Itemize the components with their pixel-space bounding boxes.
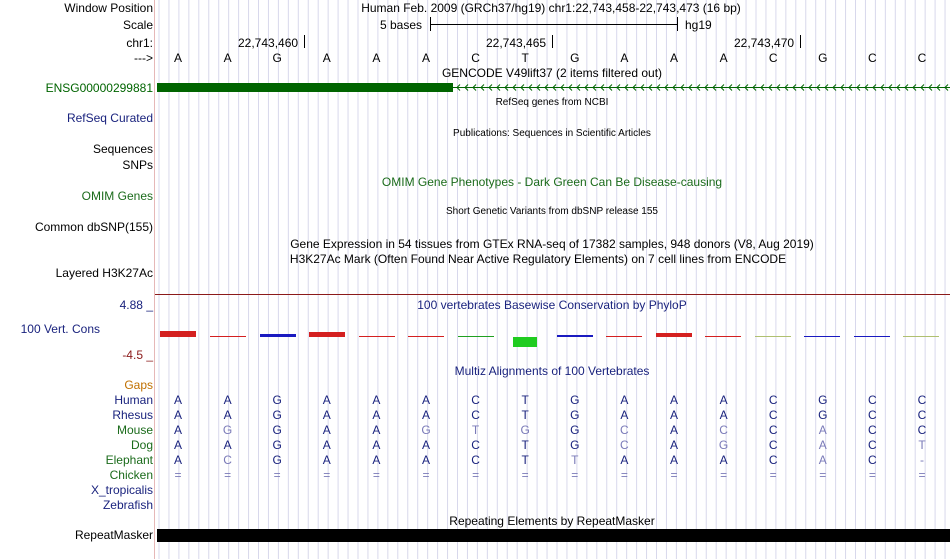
aligned-base: A — [173, 438, 183, 452]
phylop-min-label: -4.5 _ — [122, 348, 153, 362]
scale-text: 5 bases — [380, 18, 423, 32]
aligned-base: A — [372, 423, 381, 437]
aligned-base: = — [224, 468, 232, 482]
aligned-base: A — [669, 393, 679, 407]
aligned-base: A — [421, 453, 431, 467]
aligned-base: T — [918, 438, 926, 452]
aligned-base: - — [920, 453, 924, 467]
phylop-score-mark — [656, 333, 692, 337]
aligned-base: A — [223, 393, 232, 407]
aligned-base: C — [223, 453, 232, 467]
aligned-base: G — [520, 423, 530, 437]
aligned-base: = — [571, 468, 579, 482]
phylop-score-mark — [606, 336, 642, 337]
aligned-base: A — [620, 393, 629, 407]
h3k27ac-track-label[interactable]: Layered H3K27Ac — [55, 266, 153, 280]
sequence-base: G — [570, 51, 580, 65]
aligned-base: G — [570, 423, 580, 437]
aligned-base: C — [917, 408, 927, 422]
aligned-base: C — [471, 408, 480, 422]
sequence-base: G — [818, 51, 828, 65]
phylop-score-mark — [309, 332, 345, 337]
phylop-score-mark — [557, 335, 593, 337]
sequence-base: C — [471, 51, 480, 65]
aligned-base: G — [818, 393, 828, 407]
sequence-base: C — [868, 51, 877, 65]
label-column-border — [154, 0, 155, 559]
multiz-track-title[interactable]: Multiz Alignments of 100 Vertebrates — [454, 364, 650, 378]
aligned-base: A — [372, 393, 381, 407]
aligned-base: A — [372, 453, 381, 467]
aligned-base: A — [421, 438, 431, 452]
aligned-base: A — [719, 393, 728, 407]
position-tick-mark — [552, 35, 553, 48]
chrom-label: chr1: — [126, 36, 153, 50]
scale-bar — [430, 24, 678, 25]
gene-intron-line[interactable] — [453, 83, 950, 92]
aligned-base: G — [272, 408, 282, 422]
aligned-base: A — [372, 408, 381, 422]
sequence-base: C — [917, 51, 927, 65]
species-label[interactable]: Human — [114, 393, 153, 407]
phylop-track-title[interactable]: 100 vertebrates Basewise Conservation by PhyloP — [417, 298, 687, 312]
aligned-base: A — [818, 423, 827, 437]
aligned-base: A — [322, 453, 331, 467]
aligned-base: = — [422, 468, 430, 482]
publications-track-label[interactable]: Sequences — [92, 142, 153, 156]
aligned-base: A — [322, 423, 331, 437]
gene-exon-block[interactable] — [157, 83, 453, 92]
aligned-base: = — [472, 468, 480, 482]
phylop-conservation-plot[interactable] — [155, 320, 950, 360]
sequence-base: A — [372, 51, 381, 65]
aligned-base: C — [868, 393, 877, 407]
phylop-score-mark — [458, 336, 494, 337]
aligned-base: G — [718, 438, 729, 452]
aligned-base: G — [272, 393, 282, 407]
aligned-base: A — [223, 408, 232, 422]
snps-track-label[interactable]: SNPs — [122, 158, 153, 172]
species-label[interactable]: X_tropicalis — [90, 483, 153, 497]
omim-track-title[interactable]: OMIM Gene Phenotypes - Dark Green Can Be Disease-causing — [381, 175, 723, 189]
aligned-base: T — [521, 393, 529, 407]
repeatmasker-track-label[interactable]: RepeatMasker — [74, 528, 153, 542]
aligned-base: C — [719, 423, 728, 437]
position-tick-label: 22,743,465 — [486, 36, 547, 50]
aligned-base: A — [620, 408, 629, 422]
aligned-base: C — [471, 393, 480, 407]
species-label[interactable]: Elephant — [105, 453, 153, 467]
aligned-base: A — [719, 453, 728, 467]
aligned-base: A — [322, 393, 331, 407]
phylop-score-mark — [408, 336, 444, 337]
publications-track-title[interactable]: Publications: Sequences in Scientific Articles — [453, 128, 651, 139]
scale-label: Scale — [122, 18, 153, 32]
aligned-base: A — [669, 408, 679, 422]
aligned-base: G — [570, 393, 580, 407]
aligned-base: T — [521, 408, 529, 422]
aligned-base: C — [868, 453, 877, 467]
aligned-base: T — [521, 453, 529, 467]
aligned-base: = — [174, 468, 182, 482]
gencode-track-title[interactable]: GENCODE V49lift37 (2 items filtered out) — [441, 66, 663, 80]
refseq-track-label[interactable]: RefSeq Curated — [66, 111, 153, 125]
gene-label-ensg[interactable]: ENSG00000299881 — [45, 81, 153, 95]
aligned-base: C — [917, 393, 927, 407]
position-tick-label: 22,743,470 — [734, 36, 795, 50]
aligned-base: A — [719, 408, 728, 422]
aligned-base: = — [670, 468, 678, 482]
sequence-base: A — [173, 51, 183, 65]
species-label[interactable]: Dog — [130, 438, 153, 452]
sequence-base: A — [669, 51, 679, 65]
aligned-base: C — [917, 423, 927, 437]
aligned-base: A — [322, 408, 331, 422]
aligned-base: C — [768, 393, 778, 407]
species-label[interactable]: Mouse — [116, 423, 153, 437]
aligned-base: = — [323, 468, 331, 482]
species-label[interactable]: Zebrafish — [102, 498, 153, 512]
aligned-base: A — [818, 438, 827, 452]
aligned-base: G — [421, 423, 431, 437]
aligned-base: A — [669, 453, 679, 467]
phylop-score-mark — [513, 337, 537, 347]
phylop-score-mark — [210, 336, 246, 337]
aligned-base: A — [173, 453, 183, 467]
gaps-label: Gaps — [124, 378, 153, 392]
aligned-base: C — [768, 438, 778, 452]
aligned-base: C — [868, 423, 877, 437]
aligned-base: A — [173, 393, 183, 407]
sequence-base: A — [719, 51, 728, 65]
aligned-base: G — [272, 453, 282, 467]
aligned-base: T — [471, 423, 480, 437]
aligned-base: A — [669, 438, 679, 452]
gtex-track-title[interactable]: Gene Expression in 54 tissues from GTEx RNA-seq of 17382 samples, 948 donors (V8, Aug 2019) — [290, 237, 814, 251]
aligned-base: C — [868, 438, 877, 452]
aligned-base: A — [669, 423, 679, 437]
sequence-base: A — [322, 51, 331, 65]
aligned-base: C — [471, 438, 480, 452]
aligned-base: G — [222, 423, 233, 437]
position-tick-label: 22,743,460 — [238, 36, 299, 50]
sequence-base: A — [223, 51, 232, 65]
sequence-base: A — [620, 51, 629, 65]
aligned-base: T — [521, 438, 529, 452]
aligned-base: = — [521, 468, 529, 482]
aligned-base: A — [322, 438, 331, 452]
phylop-score-mark — [854, 336, 890, 337]
sequence-base: C — [768, 51, 778, 65]
aligned-base: C — [620, 438, 629, 452]
aligned-base: A — [173, 408, 183, 422]
aligned-base: C — [768, 423, 778, 437]
refseq-track-title[interactable]: RefSeq genes from NCBI — [495, 97, 609, 108]
phylop-max-label: 4.88 _ — [119, 298, 153, 312]
aligned-base: A — [372, 438, 381, 452]
species-label[interactable]: Rhesus — [112, 408, 153, 422]
h3k27ac-track-title[interactable]: H3K27Ac Mark (Often Found Near Active Regulatory Elements) on 7 cell lines from ENCODE — [289, 252, 787, 266]
sequence-base: T — [521, 51, 529, 65]
aligned-base: = — [819, 468, 827, 482]
phylop-score-mark — [359, 336, 395, 337]
phylop-score-mark — [903, 336, 939, 337]
aligned-base: A — [620, 453, 629, 467]
aligned-base: G — [272, 423, 282, 437]
repeatmasker-track-title[interactable]: Repeating Elements by RepeatMasker — [449, 514, 655, 528]
track-divider — [155, 294, 950, 295]
aligned-base: = — [273, 468, 281, 482]
repeat-element-block[interactable] — [157, 529, 950, 542]
phylop-score-mark — [755, 336, 791, 337]
aligned-base: = — [720, 468, 728, 482]
phylop-score-mark — [260, 334, 296, 337]
aligned-base: C — [471, 453, 480, 467]
aligned-base: A — [421, 393, 431, 407]
phylop-score-mark — [804, 336, 840, 337]
aligned-base: G — [570, 408, 580, 422]
window-position-label: Window Position — [64, 1, 153, 15]
omim-track-label[interactable]: OMIM Genes — [81, 189, 153, 203]
position-tick-mark — [304, 35, 305, 48]
strand-arrow-label: ---> — [134, 51, 153, 65]
aligned-base: = — [918, 468, 926, 482]
scale-bar-left-tick — [430, 17, 431, 31]
aligned-base: G — [272, 438, 282, 452]
aligned-base: A — [818, 453, 827, 467]
aligned-base: C — [768, 453, 778, 467]
position-tick-mark — [800, 35, 801, 48]
dbsnp-track-label[interactable]: Common dbSNP(155) — [34, 220, 153, 234]
dbsnp-track-title[interactable]: Short Genetic Variants from dbSNP release 155 — [446, 206, 658, 217]
aligned-base: C — [768, 408, 778, 422]
aligned-base: C — [868, 408, 877, 422]
aligned-base: G — [570, 438, 580, 452]
phylop-score-mark — [160, 331, 196, 337]
window-position-text: Human Feb. 2009 (GRCh37/hg19) chr1:22,743,458-22,743,473 (16 bp) — [361, 1, 741, 15]
aligned-base: = — [372, 468, 380, 482]
aligned-base: T — [571, 453, 579, 467]
aligned-base: = — [769, 468, 777, 482]
phylop-score-mark — [705, 336, 741, 337]
aligned-base: G — [818, 408, 828, 422]
aligned-base: = — [620, 468, 628, 482]
sequence-base: G — [272, 51, 282, 65]
aligned-base: A — [173, 423, 183, 437]
sequence-base: A — [421, 51, 431, 65]
aligned-base: A — [223, 438, 232, 452]
aligned-base: = — [868, 468, 876, 482]
aligned-base: C — [620, 423, 629, 437]
aligned-base: A — [421, 408, 431, 422]
phylop-track-label[interactable]: 100 Vert. Cons — [20, 322, 100, 336]
species-label[interactable]: Chicken — [109, 468, 153, 482]
assembly-text: hg19 — [685, 18, 712, 32]
scale-bar-right-tick — [677, 17, 678, 31]
